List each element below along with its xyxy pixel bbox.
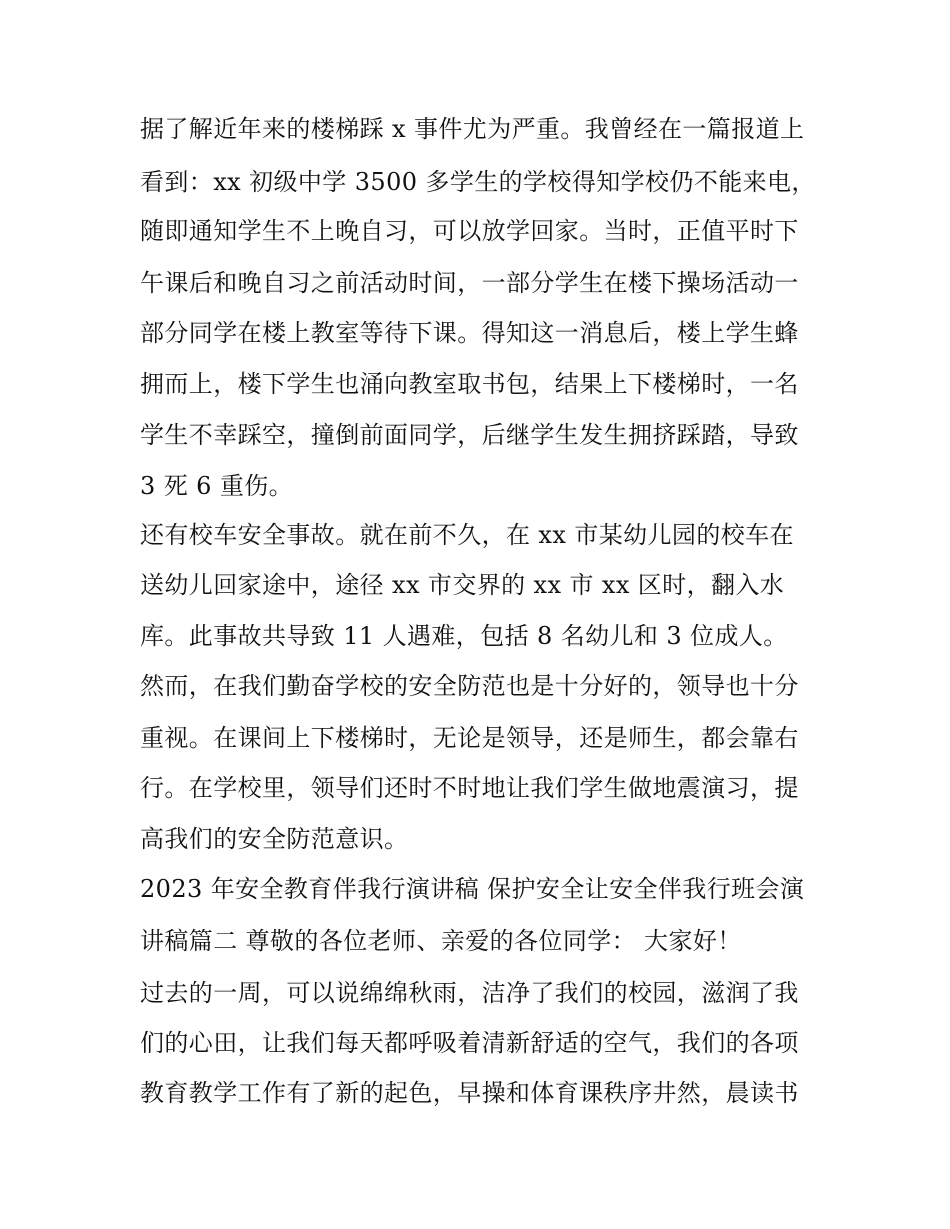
text-line: 过去的一周，可以说绵绵秋雨，洁净了我们的校园，滋润了我: [140, 979, 799, 1007]
text-line: 们的心田，让我们每天都呼吸着清新舒适的空气，我们的各项: [140, 1029, 799, 1057]
text-line: 据了解近年来的楼梯踩 x 事件尤为严重。我曾经在一篇报道上: [140, 115, 805, 143]
text-line: 午课后和晚自习之前活动时间，一部分学生在楼下操场活动一: [140, 269, 799, 297]
text-line: 库。此事故共导致 11 人遇难，包括 8 名幼儿和 3 位成人。: [140, 622, 788, 650]
text-line: 教育教学工作有了新的起色，早操和体育课秩序井然，晨读书: [140, 1079, 799, 1107]
text-line: 学生不幸踩空，撞倒前面同学，后继学生发生拥挤踩踏，导致: [140, 421, 799, 449]
text-line: 随即通知学生不上晚自习，可以放学回家。当时，正值平时下: [140, 217, 799, 245]
text-line: 送幼儿回家途中，途径 xx 市交界的 xx 市 xx 区时，翻入水: [140, 571, 785, 599]
text-line: 然而，在我们勤奋学校的安全防范也是十分好的，领导也十分: [140, 672, 799, 700]
text-line: 部分同学在楼上教室等待下课。得知这一消息后，楼上学生蜂: [140, 319, 799, 347]
text-line: 讲稿篇二 尊敬的各位老师、亲爱的各位同学： 大家好！: [140, 927, 742, 955]
text-line: 看到：xx 初级中学 3500 多学生的学校得知学校仍不能来电，: [140, 168, 816, 196]
text-line: 2023 年安全教育伴我行演讲稿 保护安全让安全伴我行班会演: [140, 875, 805, 903]
text-line: 3 死 6 重伤。: [140, 472, 294, 500]
text-line: 拥而上，楼下学生也涌向教室取书包，结果上下楼梯时，一名: [140, 370, 799, 398]
text-line: 行。在学校里，领导们还时不时地让我们学生做地震演习，提: [140, 774, 799, 802]
text-line: 重视。在课间上下楼梯时，无论是领导，还是师生，都会靠右: [140, 724, 799, 752]
text-line: 高我们的安全防范意识。: [140, 825, 409, 853]
text-line: 还有校车安全事故。就在前不久，在 xx 市某幼儿园的校车在: [140, 521, 794, 549]
